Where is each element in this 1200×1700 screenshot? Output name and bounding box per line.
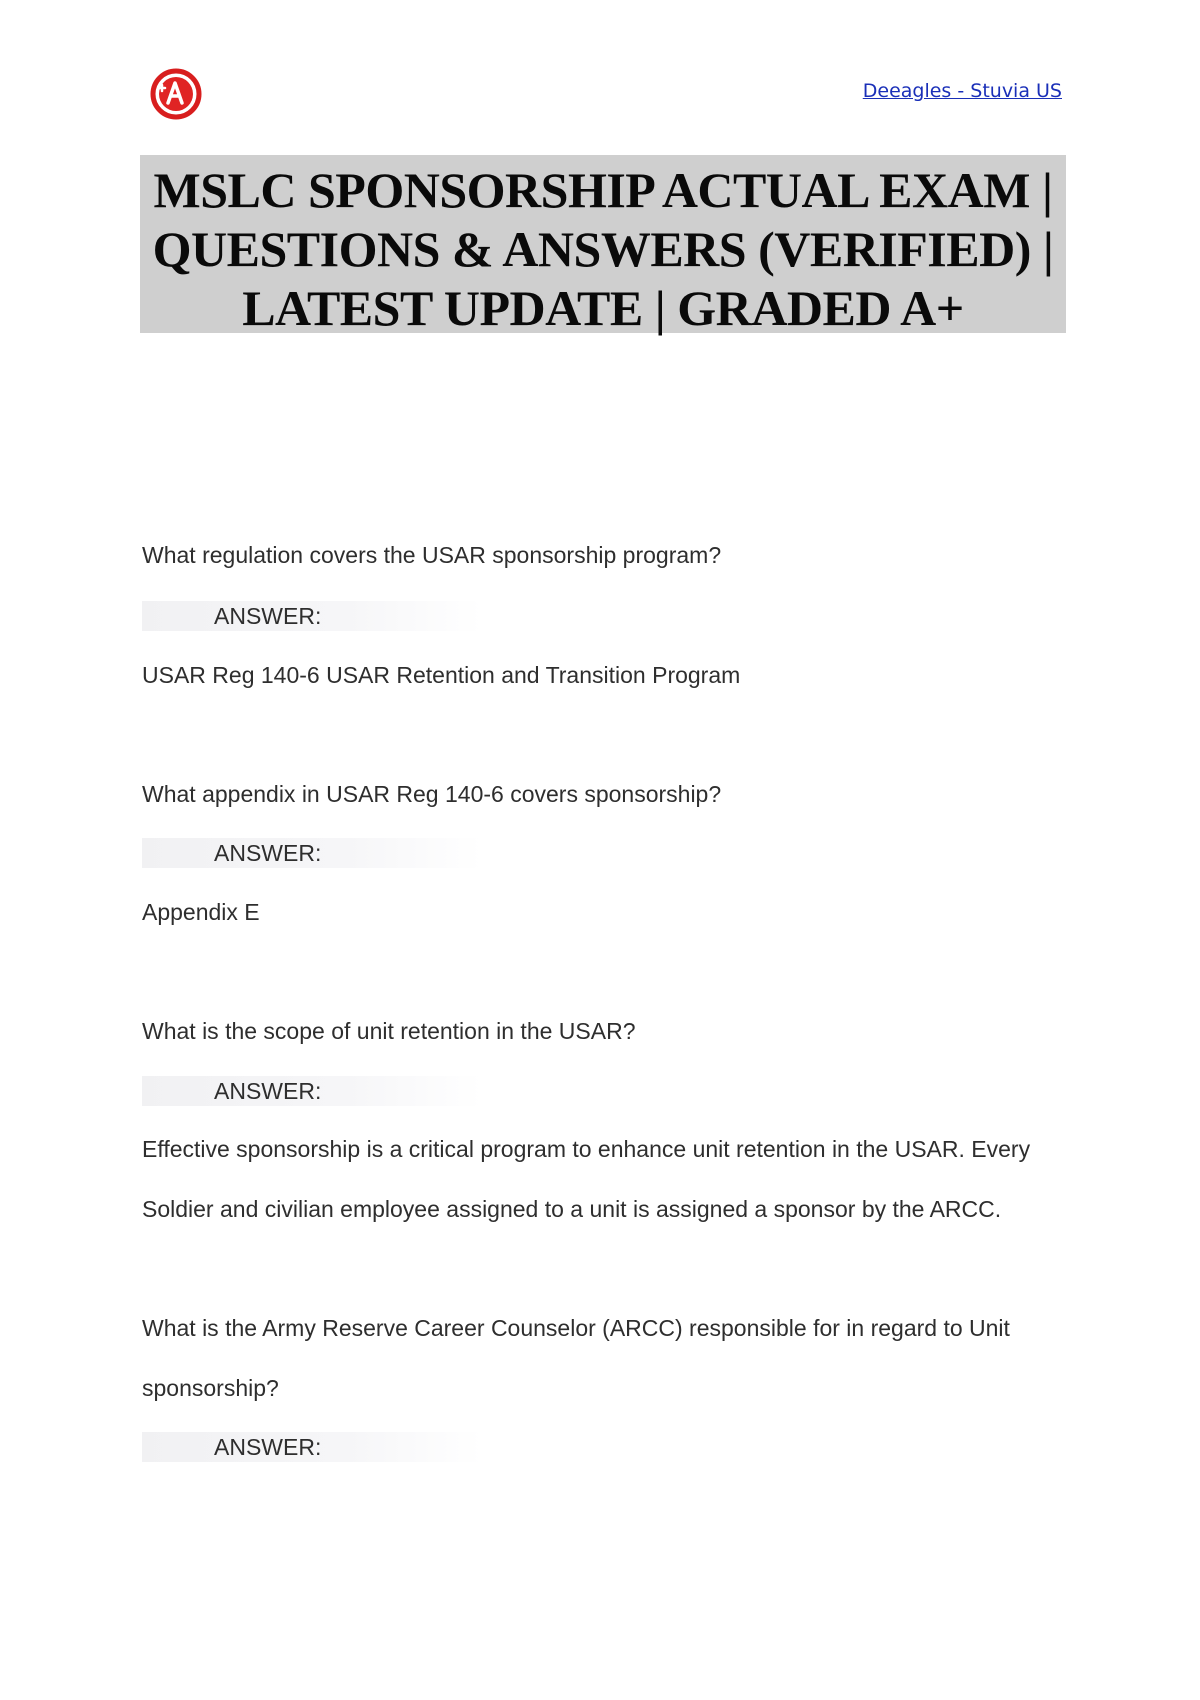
title-line: LATEST UPDATE | GRADED A+ bbox=[242, 280, 964, 336]
author-store-link[interactable]: Deeagles - Stuvia US bbox=[862, 80, 1062, 102]
question-4-line: What is the Army Reserve Career Counselor (ARCC) responsible for in regard to Unit bbox=[142, 1315, 1010, 1341]
answer-label-text: ANSWER: bbox=[214, 840, 322, 866]
answer-label-text: ANSWER: bbox=[214, 1078, 322, 1104]
answer-3-line: Soldier and civilian employee assigned to a unit is assigned a sponsor by the ARCC. bbox=[142, 1196, 1002, 1222]
answer-label-1 bbox=[142, 601, 482, 631]
answer-2: Appendix E bbox=[142, 899, 260, 925]
stuvia-logo-icon bbox=[150, 68, 202, 120]
document-title bbox=[140, 155, 1066, 336]
question-4-line: sponsorship? bbox=[142, 1375, 279, 1401]
answer-label-text: ANSWER: bbox=[214, 603, 322, 629]
page-header bbox=[142, 60, 1062, 132]
title-line: QUESTIONS & ANSWERS (VERIFIED) | bbox=[152, 221, 1054, 277]
answer-label-2 bbox=[142, 838, 482, 868]
answer-label-3 bbox=[142, 1076, 482, 1106]
question-1: What regulation covers the USAR sponsorship program? bbox=[142, 542, 722, 568]
answer-3-line: Effective sponsorship is a critical program to enhance unit retention in the USAR. Every bbox=[142, 1136, 1031, 1162]
answer-label-text: ANSWER: bbox=[214, 1434, 322, 1460]
question-2: What appendix in USAR Reg 140-6 covers sponsorship? bbox=[142, 781, 722, 807]
question-3: What is the scope of unit retention in the USAR? bbox=[142, 1018, 636, 1044]
answer-label-4 bbox=[142, 1432, 482, 1462]
title-line: MSLC SPONSORSHIP ACTUAL EXAM | bbox=[153, 162, 1053, 218]
answer-1: USAR Reg 140-6 USAR Retention and Transition Program bbox=[142, 662, 741, 688]
